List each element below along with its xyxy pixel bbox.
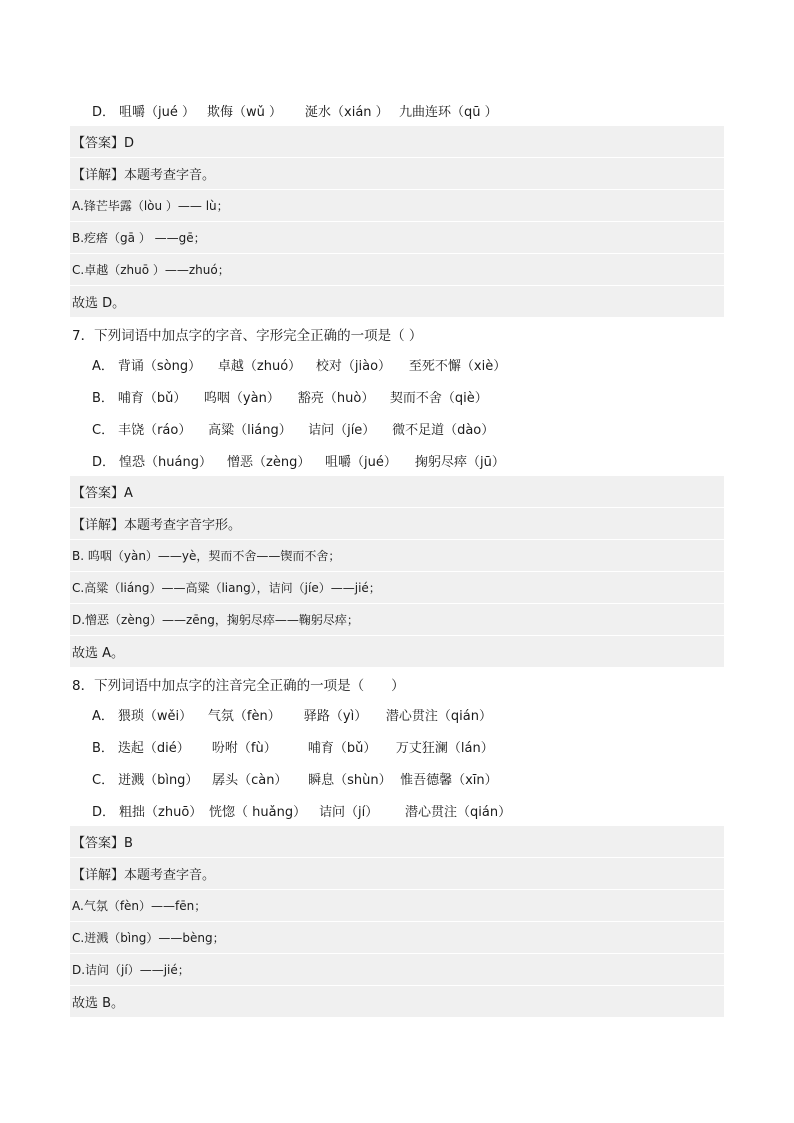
q6-option-d (70, 95, 724, 126)
option-label: A． (92, 359, 114, 374)
option-item: 瞬息（shùn） (308, 773, 392, 788)
option-label: D． (92, 105, 116, 120)
q6-conclusion: 故选 D。 (70, 286, 724, 317)
option-item: 涎水（xián ） (305, 105, 389, 120)
option-item: 咀嚼（jué ） (119, 105, 195, 120)
option-item: 诘问（jí） (319, 805, 379, 820)
option-item: 契而不舍（qiè） (389, 391, 488, 406)
q8-option-c (70, 763, 724, 794)
option-item: 气氛（fèn） (207, 709, 281, 724)
option-label: D． (92, 455, 116, 470)
option-item: 憎恶（zèng） (227, 455, 311, 470)
q6-answer: 【答案】D (70, 126, 724, 157)
q7-option-d (70, 445, 724, 476)
option-label: B． (92, 741, 114, 756)
q8-detail-line: D.诘问（jí）——jié； (70, 954, 724, 985)
option-item: 校对（jiào） (315, 359, 392, 374)
q7-conclusion: 故选 A。 (70, 636, 724, 667)
option-item: 背诵（sòng） (117, 359, 202, 374)
option-label: C． (92, 773, 115, 788)
option-item: 欺侮（wǔ ） (207, 105, 283, 120)
option-item: 九曲连环（qū ） (399, 105, 498, 120)
q8-option-a (70, 699, 724, 730)
option-item: 丰饶（ráo） (118, 423, 192, 438)
option-item: 惟吾德馨（xīn） (400, 773, 498, 788)
option-item: 豁亮（huò） (297, 391, 375, 406)
option-item: 吩咐（fù） (211, 741, 277, 756)
option-item: 掬躬尽瘁（jū） (415, 455, 505, 470)
q7-detail-line: D.憎恶（zèng）——zēng，掬躬尽瘁——鞠躬尽瘁； (70, 604, 724, 635)
option-item: 至死不懈（xiè） (408, 359, 507, 374)
q7-option-b (70, 381, 724, 412)
q7-detail-line: B. 呜咽（yàn）——yè，契而不舍——锲而不舍； (70, 540, 724, 571)
option-label: D． (92, 805, 116, 820)
option-item: 孱头（càn） (212, 773, 288, 788)
option-item: 驿路（yì） (303, 709, 368, 724)
option-item: 咀嚼（jué） (325, 455, 397, 470)
option-item: 哺育（bǔ） (307, 741, 377, 756)
option-item: 哺育（bǔ） (117, 391, 187, 406)
q6-detail-line: A.锋芒毕露（lòu ）—— lù； (70, 190, 724, 221)
q7-detail-line: C.高粱（liáng）——高粱（liang），诘问（jíe）——jié； (70, 572, 724, 603)
option-item: 潜心贯注（qián） (405, 805, 512, 820)
option-item: 呜咽（yàn） (203, 391, 280, 406)
option-label: B． (92, 391, 114, 406)
option-label: C． (92, 423, 115, 438)
q6-detail-line: C.卓越（zhuō ）——zhuó； (70, 254, 724, 285)
option-item: 惶恐（huáng） (119, 455, 212, 470)
option-item: 高粱（liáng） (208, 423, 292, 438)
q6-detail-line: B.疙瘩（gā ） ——gē； (70, 222, 724, 253)
q8-detail: 【详解】本题考查字音。 (70, 858, 724, 889)
option-item: 恍惚（ huǎng） (209, 805, 307, 820)
option-label: A． (92, 709, 114, 724)
option-item: 猥琐（wěi） (117, 709, 193, 724)
q6-detail: 【详解】本题考查字音。 (70, 158, 724, 189)
q8-answer: 【答案】B (70, 826, 724, 857)
option-item: 迸溅（bìng） (118, 773, 199, 788)
option-item: 微不足道（dào） (392, 423, 495, 438)
q7-stem: 7．下列词语中加点字的字音、字形完全正确的一项是（ ） (72, 327, 423, 344)
q8-detail-line: A.气氛（fèn）——fēn； (70, 890, 724, 921)
option-item: 卓越（zhuó） (217, 359, 302, 374)
option-item: 诘问（jíe） (308, 423, 376, 438)
q7-option-c (70, 413, 724, 444)
option-item: 万丈狂澜（lán） (395, 741, 494, 756)
q8-option-b (70, 731, 724, 762)
q7-option-a (70, 349, 724, 380)
q7-answer: 【答案】A (70, 476, 724, 507)
q8-option-d (70, 795, 724, 826)
q8-conclusion: 故选 B。 (70, 986, 724, 1017)
q8-detail-line: C.迸溅（bìng）——bèng； (70, 922, 724, 953)
option-item: 迭起（dié） (117, 741, 190, 756)
option-item: 粗拙（zhuō） (119, 805, 203, 820)
q7-detail: 【详解】本题考查字音字形。 (70, 508, 724, 539)
q8-stem: 8．下列词语中加点字的注音完全正确的一项是（ ） (72, 677, 405, 694)
option-item: 潜心贯注（qián） (385, 709, 492, 724)
